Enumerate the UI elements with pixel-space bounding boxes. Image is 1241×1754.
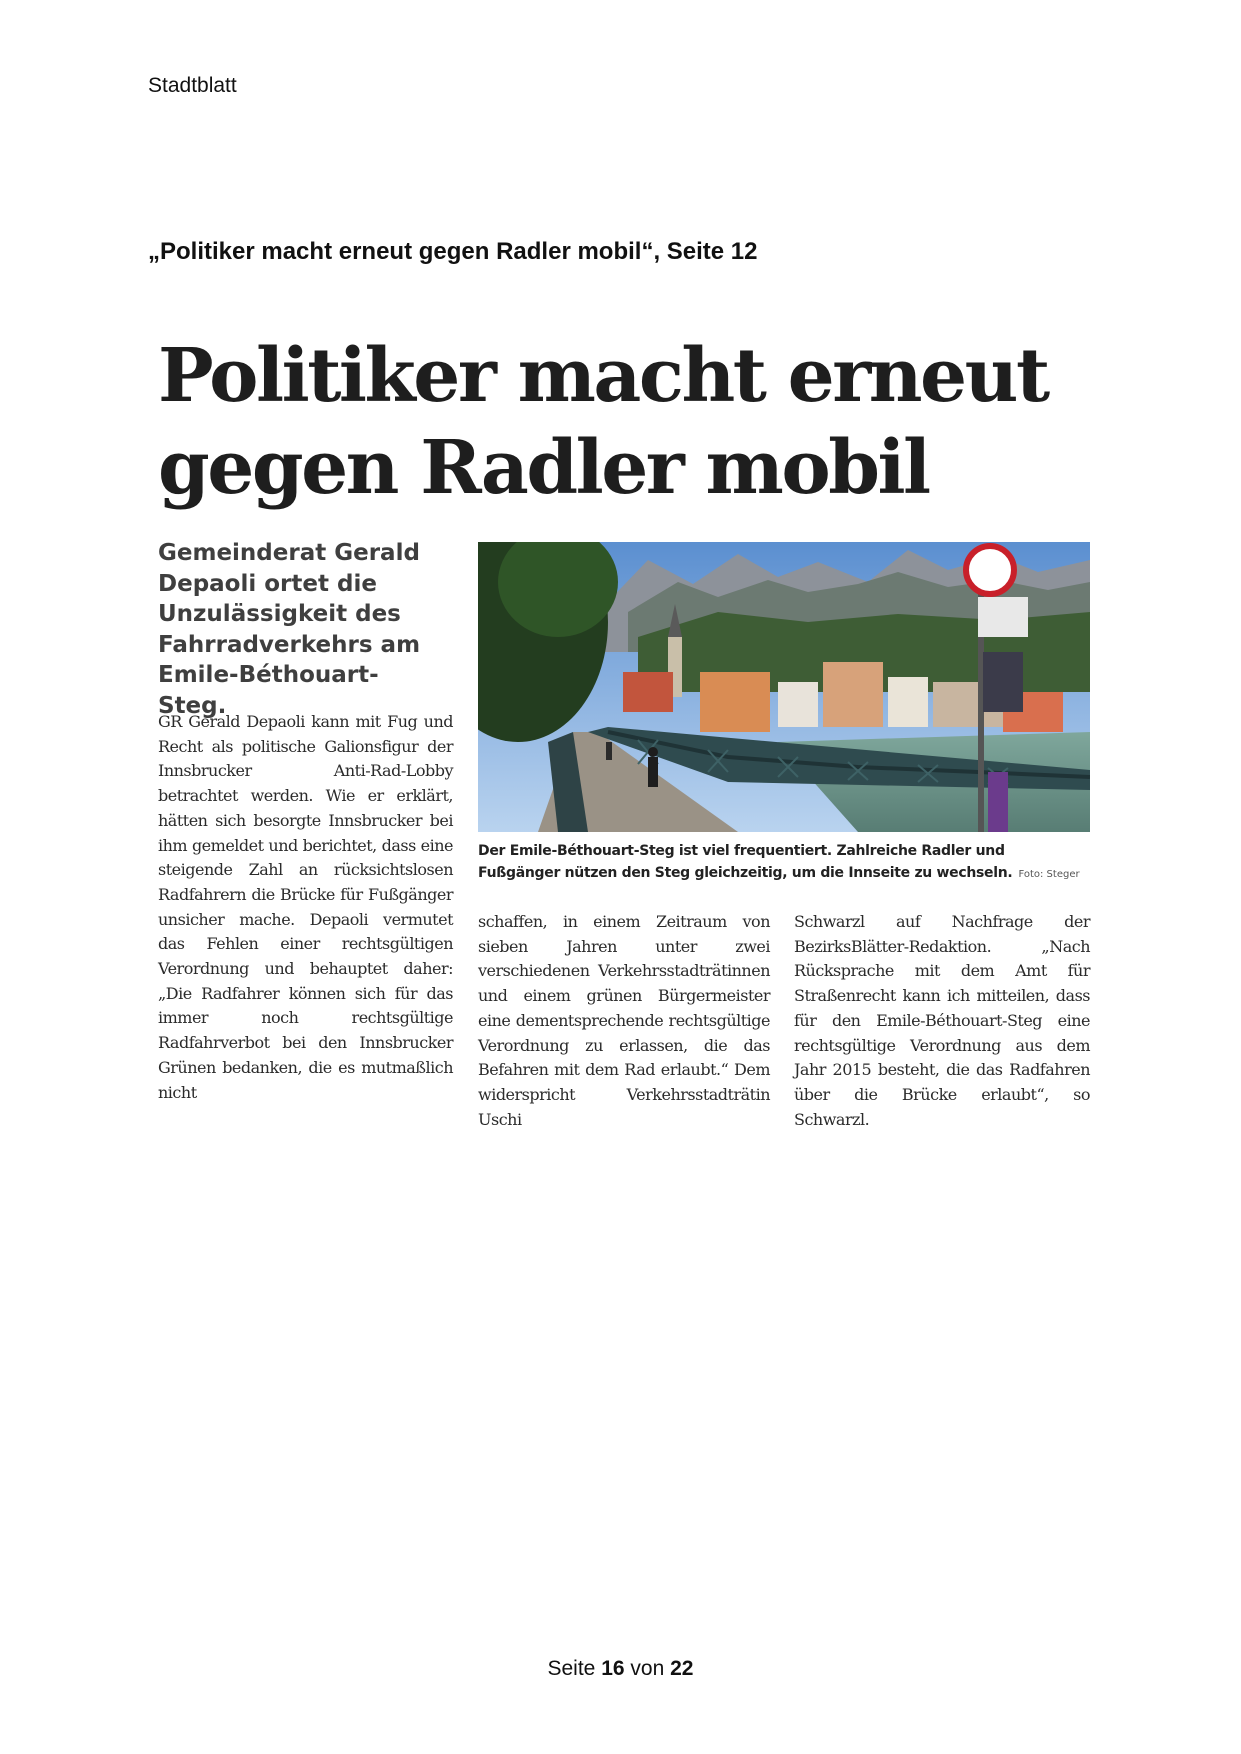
source-name: Stadtblatt <box>148 74 237 97</box>
article-lead: Gemeinderat Gerald Depaoli ortet die Unzulässigkeit des Fahrradverkehrs am Emile-Béthouart-Steg. <box>158 540 421 719</box>
reference-title: „Politiker macht erneut gegen Radler mobil“, Seite 12 <box>148 238 758 265</box>
current-page-number: 16 <box>601 1657 625 1680</box>
footer-middle: von <box>630 1657 665 1680</box>
total-pages: 22 <box>670 1657 694 1680</box>
caption-text: Der Emile-Béthouart-Steg ist viel frequentiert. Zahlreiche Radler und Fußgänger nützen den Steg gleichzeitig, um die Innseite zu wechseln. <box>478 843 1013 881</box>
body-column-3: Schwarzl auf Nachfrage der BezirksBlätter-Redaktion. „Nach Rücksprache mit dem Amt für Straßenrecht kann ich mitteilen, dass für den Emile-Béthouart-Steg eine rechtsgültige Verordnung aus dem Jahr 2015 besteht, die das Radfahren über die Brücke erlaubt“, so Schwarzl. <box>794 912 1090 1129</box>
body-column-2: schaffen, in einem Zeitraum von sieben Jahren unter zwei verschiedenen Verkehrsstadträtinnen und einem grünen Bürgermeister eine dementsprechende rechtsgültige Verordnung zu erlassen, die das Befahren mit dem Rad erlaubt.“ Dem widerspricht Verkehrsstadträtin Uschi <box>478 912 770 1129</box>
body-column-1: GR Gerald Depaoli kann mit Fug und Recht als politische Galionsfigur der Innsbrucker Anti-Rad-Lobby betrachtet werden. Wie er erklärt, hätten sich besorgte Innsbrucker bei ihm gemeldet und berichtet, dass eine steigende Zahl an rücksichtslosen Radfahrern die Brücke für Fußgänger unsicher mache. Depaoli vermutet das Fehlen einer rechtsgültigen Verordnung und behauptet daher: „Die Radfahrer können sich für das immer noch rechtsgültige Radfahrverbot bei den Innsbrucker Grünen bedanken, die es mutmaßlich nicht <box>158 712 453 1102</box>
photo-caption <box>478 840 1090 886</box>
headline-line-2: gegen Radler mobil <box>158 425 929 511</box>
article-headline <box>158 330 1090 514</box>
footer-prefix: Seite <box>547 1657 596 1680</box>
newspaper-clipping <box>158 330 1090 1140</box>
article-photo <box>478 542 1090 832</box>
page-footer <box>0 1657 1241 1681</box>
headline-line-1: Politiker macht erneut <box>158 333 1048 419</box>
photo-credit: Foto: Steger <box>1018 869 1080 880</box>
bridge-photo-illustration <box>478 542 1090 832</box>
